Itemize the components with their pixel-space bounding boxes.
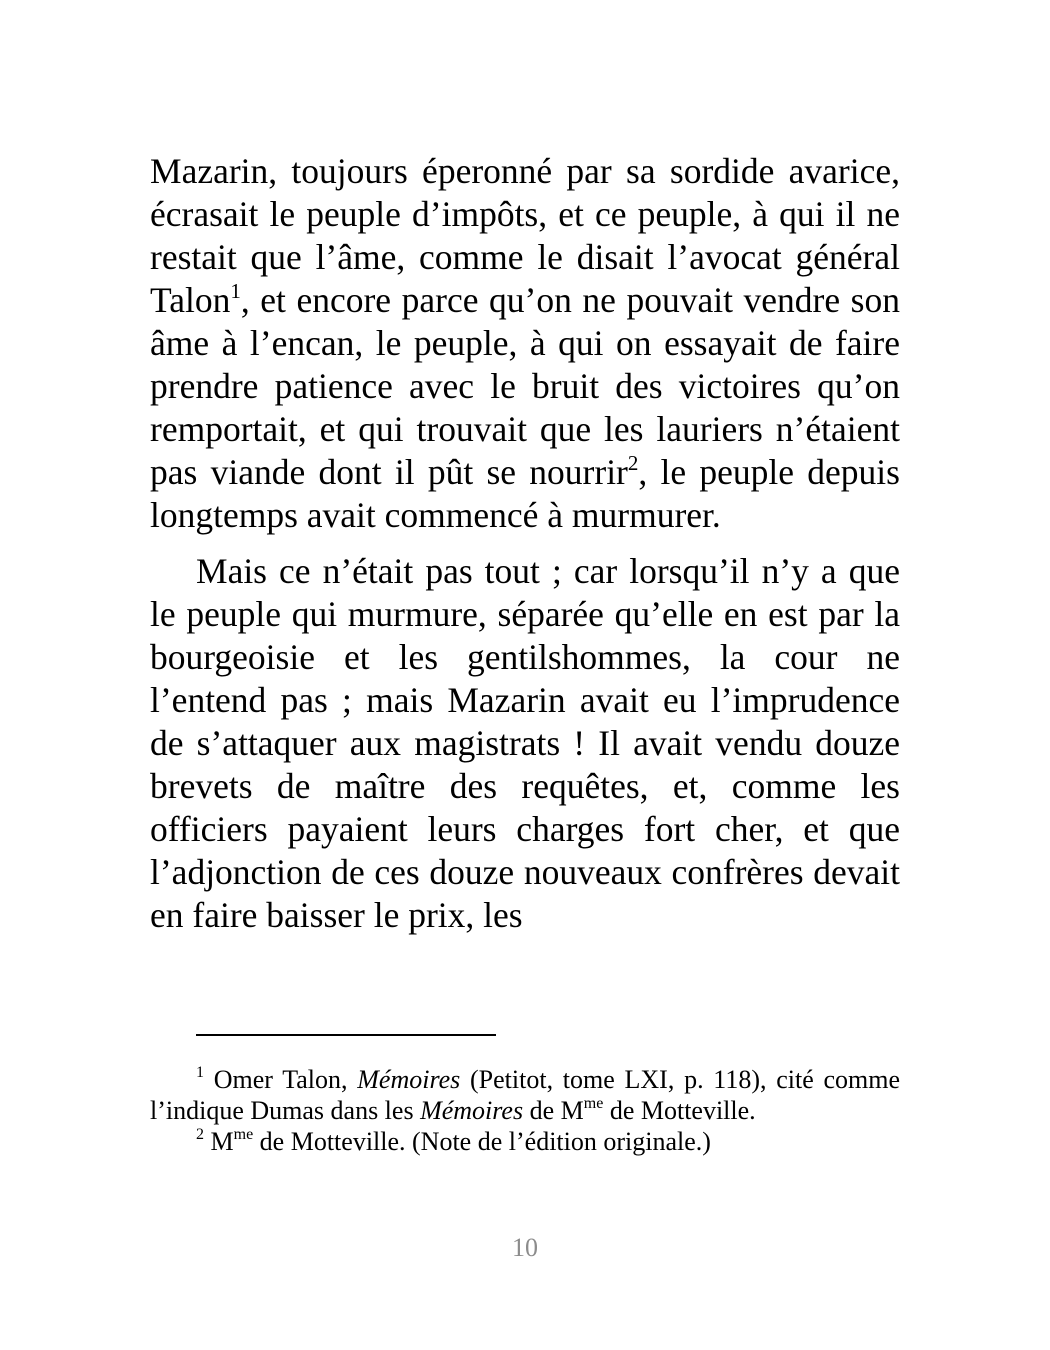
footnote-separator xyxy=(196,1034,496,1036)
footnote-1-text: Omer Talon, xyxy=(204,1065,358,1094)
paragraph-1-part-3: , le peuple depuis longtemps avait commencé à murmurer. xyxy=(150,452,900,535)
footnote-ref-1[interactable]: 1 xyxy=(230,279,241,303)
footnote-1-title: Mémoires xyxy=(420,1096,524,1125)
footnote-1 xyxy=(150,1064,900,1126)
paragraph-1-part-2: , et encore parce qu’on ne pouvait vendre son âme à l’encan, le peuple, à qui on essayait de faire prendre patience avec le bruit des victoires qu’on remportait, et qui trouvait que les lauriers n’étaient pas viande dont il pût se nourrir xyxy=(150,280,900,492)
footnote-2-superscript: me xyxy=(233,1126,254,1143)
footnote-1-number: 1 xyxy=(196,1064,204,1081)
footnote-2-text: M xyxy=(204,1127,234,1156)
footnote-1-text: (Petitot, tome LXI, p. 118), cité comme l’indique Dumas dans les xyxy=(150,1065,901,1125)
page-number: 10 xyxy=(512,1233,538,1262)
footnote-1-text: de M xyxy=(523,1096,584,1125)
footnotes xyxy=(150,1064,900,1157)
footnote-2-number: 2 xyxy=(196,1126,204,1143)
footnote-2 xyxy=(150,1126,900,1157)
paragraph-1 xyxy=(150,150,900,537)
footnote-1-text: de Motteville. xyxy=(603,1096,756,1125)
main-text xyxy=(150,150,900,937)
footnote-1-title: Mémoires xyxy=(357,1065,461,1094)
footnote-2-text: de Motteville. (Note de l’édition originale.) xyxy=(253,1127,711,1156)
paragraph-1-part-1: Mazarin, toujours éperonné par sa sordide avarice, écrasait le peuple d’impôts, et ce peuple, à qui il ne restait que l’âme, comme le disait l’avocat général Talon xyxy=(150,151,900,320)
footnote-ref-2[interactable]: 2 xyxy=(627,451,639,475)
footnote-1-superscript: me xyxy=(583,1095,604,1112)
paragraph-2: Mais ce n’était pas tout ; car lorsqu’il n’y a que le peuple qui murmure, séparée qu’elle en est par la bourgeoisie et les gentilshommes, la cour ne l’entend pas ; mais Mazarin avait eu l’imprudence de s’attaquer aux magistrats ! Il avait vendu douze brevets de maître des requêtes, et, comme les officiers payaient leurs charges fort cher, et que l’adjonction de ces douze nouveaux confrères devait en faire baisser le prix, les xyxy=(150,551,900,935)
